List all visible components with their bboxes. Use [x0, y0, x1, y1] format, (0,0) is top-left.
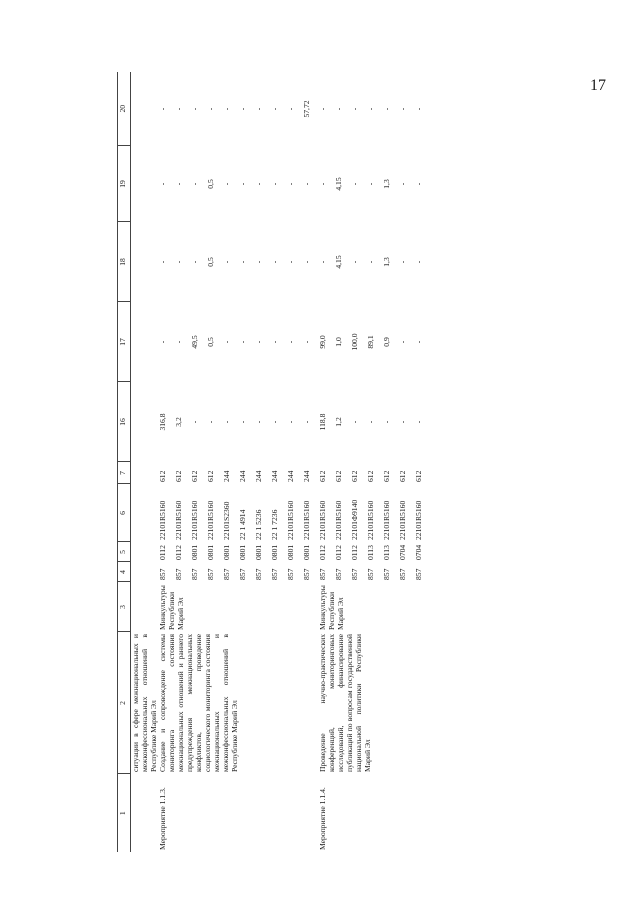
value-cell-c18: -	[302, 260, 311, 264]
column-header: 19	[118, 146, 131, 222]
value-cell-c7: 612	[174, 470, 183, 482]
value-cell-c18: 4,15	[334, 255, 343, 269]
value-cell-c16: -	[270, 420, 279, 424]
value-cell-c17: -	[174, 340, 183, 344]
value-cell-c7: 612	[190, 470, 199, 482]
value-cell-c4: 857	[334, 568, 343, 580]
value-cell-c5: 0112	[158, 545, 167, 560]
value-cell-c5: 0801	[254, 544, 263, 560]
value-cell-c4: 857	[254, 568, 263, 580]
value-cell-c17: 99,0	[318, 335, 327, 349]
value-cell-c4: 857	[398, 568, 407, 580]
value-cell-c18: -	[222, 260, 231, 264]
column-header: 20	[118, 72, 131, 146]
value-cell-c19: 1,3	[382, 179, 391, 189]
value-cell-c18: -	[350, 260, 359, 264]
value-cell-c4: 857	[190, 568, 199, 580]
value-cell-c7: 612	[158, 470, 167, 482]
empty-cell	[131, 542, 159, 562]
value-cell-c6: 22101R5160	[302, 500, 311, 540]
value-cell-c6: 22101R5160	[366, 500, 375, 540]
value-cell-c17: 0,5	[206, 337, 215, 347]
value-cell-c19: -	[158, 182, 167, 186]
value-cell-c7: 244	[286, 470, 295, 482]
value-cell-c6: 22101R5160	[158, 500, 167, 540]
value-cell-c19: -	[174, 182, 183, 186]
value-cell-c16: -	[222, 420, 231, 424]
value-cell-c4: 857	[414, 568, 423, 580]
value-cell-c4: 857	[302, 568, 311, 580]
value-cell-c18: -	[158, 260, 167, 264]
value-cell-c7: 244	[302, 470, 311, 482]
value-cell-c16: 1,2	[334, 417, 343, 427]
value-cell-c6: 22101R5160	[382, 500, 391, 540]
value-cell-c4: 857	[382, 568, 391, 580]
value-cell-c20: -	[254, 107, 263, 111]
value-cell-c4: 857	[222, 568, 231, 580]
activity-name-cell: Создание и сопровождение системы мониторинга состояния межнациональных отношений и раннего предупреждения межнациональных конфликтов, проведение социологического мониторинга состояния межнациональных и межконфессиональных отношений в Республике Марий Эл	[158, 634, 239, 772]
column-header: 2	[118, 632, 131, 774]
value-cell-c6: 22 1 4914	[238, 509, 247, 540]
value-cell-c7: 612	[334, 470, 343, 482]
value-cell-c5: 0113	[382, 545, 391, 560]
value-cell-c16: -	[238, 420, 247, 424]
table-header	[118, 72, 131, 852]
value-cell-c17: -	[398, 340, 407, 344]
value-cell-c18: -	[286, 260, 295, 264]
value-cell-c5: 0801	[190, 544, 199, 560]
empty-cell	[131, 302, 159, 382]
value-cell-c6: 22 1 7236	[270, 509, 279, 540]
value-cell-c19: -	[270, 182, 279, 186]
value-cell-c18: -	[366, 260, 375, 264]
value-cell-c18: 0,5	[206, 257, 215, 267]
value-cell-c20: -	[334, 107, 343, 111]
value-cell-c16: -	[366, 420, 375, 424]
value-cell-c18: -	[238, 260, 247, 264]
value-cell-c16: -	[350, 420, 359, 424]
value-cell-c20: -	[206, 107, 215, 111]
value-cell-c7: 612	[366, 470, 375, 482]
value-cell-c4: 857	[350, 568, 359, 580]
value-cell-c7: 244	[254, 470, 263, 482]
value-cell-c6: 22101R5160	[286, 500, 295, 540]
value-cell-c20: -	[190, 107, 199, 111]
empty-cell	[131, 462, 159, 484]
value-cell-c5: 0801	[302, 544, 311, 560]
table-body	[131, 72, 431, 852]
column-header: 3	[118, 582, 131, 632]
value-cell-c17: -	[238, 340, 247, 344]
value-cell-c20: -	[366, 107, 375, 111]
value-cell-c16: 3,2	[174, 417, 183, 427]
column-header: 16	[118, 382, 131, 462]
table-row	[318, 72, 334, 852]
value-cell-c17: -	[286, 340, 295, 344]
value-cell-c20: -	[222, 107, 231, 111]
activity-name-cell: Проведение научно-практических конференций, мониторинговых исследований, финансирование публикаций по вопросам государственной национальной политики Республики Марий Эл	[318, 634, 372, 772]
value-cell-c20: -	[398, 107, 407, 111]
column-header: 17	[118, 302, 131, 382]
executor-cell	[131, 582, 159, 632]
value-cell-c20: -	[158, 107, 167, 111]
value-cell-c4: 857	[238, 568, 247, 580]
value-cell-c5: 0801	[222, 544, 231, 560]
executor-cell: Минкультуры Республики Марий Эл	[318, 585, 345, 630]
value-cell-c6: 22101R5160	[318, 500, 327, 540]
value-cell-c16: -	[254, 420, 263, 424]
value-cell-c6: 22101R5160	[398, 500, 407, 540]
value-cell-c5: 0112	[350, 545, 359, 560]
value-cell-c6: 22101R5160	[414, 500, 423, 540]
column-header: 5	[118, 542, 131, 562]
value-cell-c19: -	[366, 182, 375, 186]
value-cell-c17: 49,5	[190, 335, 199, 349]
value-cell-c16: -	[382, 420, 391, 424]
value-cell-c18: -	[174, 260, 183, 264]
value-cell-c5: 0801	[270, 544, 279, 560]
value-cell-c5: 0112	[174, 545, 183, 560]
value-cell-c20: -	[414, 107, 423, 111]
value-cell-c19: 4,15	[334, 177, 343, 191]
value-cell-c20: -	[174, 107, 183, 111]
value-cell-c19: 0,5	[206, 179, 215, 189]
value-cell-c19: -	[254, 182, 263, 186]
value-cell-c16: 316,8	[158, 413, 167, 431]
value-cell-c6: 22101R5160	[174, 500, 183, 540]
value-cell-c7: 244	[238, 470, 247, 482]
value-cell-c5: 0112	[318, 545, 327, 560]
value-cell-c19: -	[318, 182, 327, 186]
value-cell-c7: 612	[318, 470, 327, 482]
value-cell-c16: 118,8	[318, 413, 327, 431]
value-cell-c19: -	[190, 182, 199, 186]
value-cell-c5: 0801	[286, 544, 295, 560]
value-cell-c18: -	[190, 260, 199, 264]
value-cell-c16: -	[190, 420, 199, 424]
value-cell-c20: -	[318, 107, 327, 111]
value-cell-c19: -	[286, 182, 295, 186]
value-cell-c19: -	[222, 182, 231, 186]
activity-number-cell: Мероприятие 1.1.3.	[158, 787, 167, 850]
column-header: 7	[118, 462, 131, 484]
value-cell-c6: 22 1 5236	[254, 509, 263, 540]
value-cell-c18: -	[270, 260, 279, 264]
rotated-table-page	[117, 72, 517, 852]
value-cell-c4: 857	[174, 568, 183, 580]
value-cell-c5: 0801	[238, 544, 247, 560]
value-cell-c19: -	[238, 182, 247, 186]
column-header: 4	[118, 562, 131, 582]
value-cell-c6: 22101R5160	[206, 500, 215, 540]
value-cell-c16: -	[206, 420, 215, 424]
empty-cell	[131, 72, 159, 146]
value-cell-c20: -	[350, 107, 359, 111]
value-cell-c5: 0112	[334, 545, 343, 560]
value-cell-c19: -	[302, 182, 311, 186]
value-cell-c19: -	[350, 182, 359, 186]
value-cell-c5: 0704	[398, 544, 407, 560]
value-cell-c4: 857	[158, 568, 167, 580]
value-cell-c6: 22101R5160	[334, 500, 343, 540]
page-number: 17	[590, 77, 606, 94]
table-row	[158, 72, 174, 852]
value-cell-c20: -	[382, 107, 391, 111]
value-cell-c5: 0704	[414, 544, 423, 560]
value-cell-c17: -	[158, 340, 167, 344]
value-cell-c4: 857	[366, 568, 375, 580]
value-cell-c6: 22101S2360	[222, 501, 231, 540]
value-cell-c7: 244	[222, 470, 231, 482]
value-cell-c5: 0113	[366, 545, 375, 560]
activity-number-cell: Мероприятие 1.1.4.	[318, 787, 327, 850]
value-cell-c17: -	[222, 340, 231, 344]
budget-table	[117, 72, 430, 852]
value-cell-c17: 100,0	[350, 333, 359, 351]
value-cell-c18: -	[254, 260, 263, 264]
value-cell-c17: 1,0	[334, 337, 343, 347]
value-cell-c18: -	[398, 260, 407, 264]
value-cell-c19: -	[414, 182, 423, 186]
value-cell-c17: 0,9	[382, 337, 391, 347]
value-cell-c17: -	[254, 340, 263, 344]
value-cell-c17: -	[270, 340, 279, 344]
empty-cell	[131, 382, 159, 462]
value-cell-c7: 612	[398, 470, 407, 482]
activity-cell	[131, 774, 159, 852]
value-cell-c20: -	[238, 107, 247, 111]
value-cell-c18: 1,3	[382, 257, 391, 267]
value-cell-c7: 612	[350, 470, 359, 482]
activity-name-cell: ситуации в сфере межнациональных и межконфессиональных отношений в Республике Марий Эл	[131, 634, 158, 772]
value-cell-c7: 612	[382, 470, 391, 482]
empty-cell	[131, 222, 159, 302]
value-cell-c4: 857	[318, 568, 327, 580]
value-cell-c16: -	[302, 420, 311, 424]
empty-cell	[131, 562, 159, 582]
value-cell-c16: -	[286, 420, 295, 424]
value-cell-c20: -	[270, 107, 279, 111]
value-cell-c6: 22101R5160	[190, 500, 199, 540]
column-header: 6	[118, 484, 131, 542]
value-cell-c16: -	[414, 420, 423, 424]
empty-cell	[131, 484, 159, 542]
value-cell-c4: 857	[286, 568, 295, 580]
value-cell-c20: 57,72	[302, 100, 311, 118]
value-cell-c17: 89,1	[366, 335, 375, 349]
value-cell-c19: -	[398, 182, 407, 186]
value-cell-c18: -	[318, 260, 327, 264]
table-row	[131, 72, 159, 852]
value-cell-c4: 857	[206, 568, 215, 580]
value-cell-c16: -	[398, 420, 407, 424]
value-cell-c7: 244	[270, 470, 279, 482]
empty-cell	[131, 146, 159, 222]
value-cell-c20: -	[286, 107, 295, 111]
executor-cell: Минкультуры Республики Марий Эл	[158, 585, 185, 630]
value-cell-c17: -	[414, 340, 423, 344]
value-cell-c7: 612	[414, 470, 423, 482]
value-cell-c5: 0801	[206, 544, 215, 560]
value-cell-c17: -	[302, 340, 311, 344]
value-cell-c18: -	[414, 260, 423, 264]
value-cell-c4: 857	[270, 568, 279, 580]
value-cell-c6: 22101Ф9140	[350, 499, 359, 540]
column-header: 1	[118, 774, 131, 852]
value-cell-c7: 612	[206, 470, 215, 482]
column-header: 18	[118, 222, 131, 302]
